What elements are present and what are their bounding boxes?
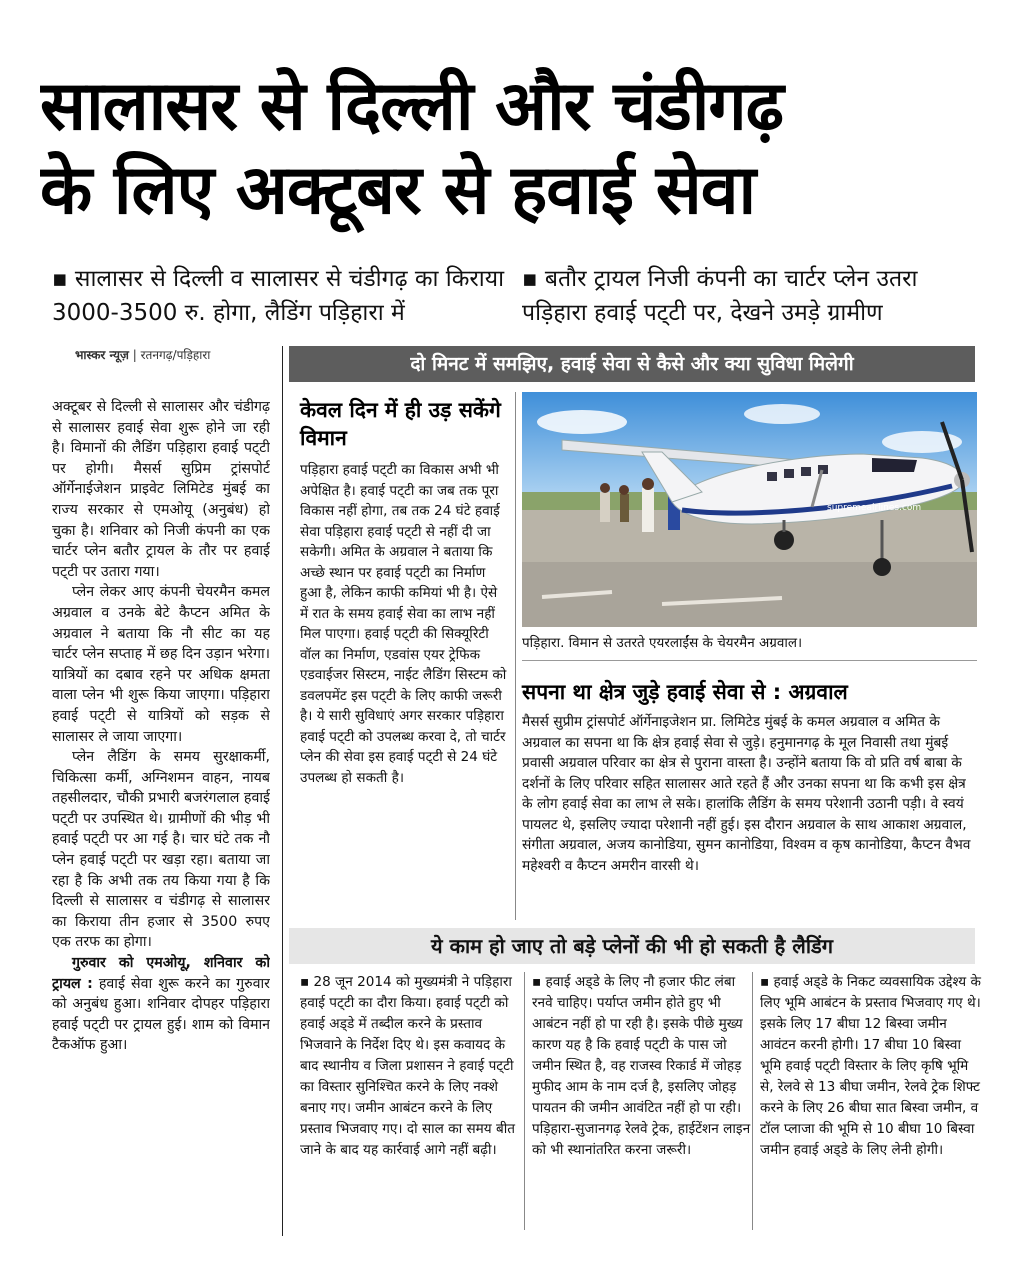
subhead-mou: गुरुवार को एमओयू, शनिवार को ट्रायल : xyxy=(52,955,270,992)
headline-line-2: के लिए अक्टूबर से हवाई सेवा xyxy=(40,151,756,230)
dream-body: मैसर्स सुप्रीम ट्रांसपोर्ट ऑर्गेनाइजेशन प्रा. लिमिटेड मुंबई के कमल अग्रवाल व अमित के अग्रवाल का सपना था कि क्षेत्र हवाई सेवा से जुड़े। हनुमानगढ़ के मूल निवासी तथा मुंबई प्रवासी अग्रवाल परिवार का क्षेत्र से पुराना वास्ता है। उन्होंने बताया कि वो प्रति वर्ष बाबा के दर्शनों के लिए परिवार सहित सालासर आते रहते हैं और उनका सपना था कि कभी इस क्षेत्र के लोग हवाई सेवा का लाभ ले सके। हालांकि लैडिंग के समय परेशानी उठानी पड़ी। वे स्वयं पायलट थे, इसलिए ज्यादा परेशानी नहीं हुई। इस दौरान अग्रवाल के साथ आकाश अग्रवाल, संगीता अग्रवाल, अजय कानोडिया, सुमन कानोडिया, विश्वम व कृष कानोडिया, कैप्टन वैभव महेश्वरी व कैप्टन अमरीन वारसी थे। xyxy=(522,714,971,874)
column-divider xyxy=(515,392,516,920)
bottom-column-2: ▪ हवाई अड्‌डे के लिए नौ हजार फीट लंबा रनवे चाहिए। पर्याप्त जमीन होते हुए भी आबंटन नहीं हो पा रही है। इसके पीछे मुख्य कारण यह है कि हवाई पट्‌टी के पास जो जमीन स्थित है, वह राजस्व रिकार्ड में जोहड़ मुफीद आम के नाम दर्ज है, इसलिए जोहड़ पायतन की जमीन आवंटित नहीं हो पा रही। पड़िहारा-सुजानगढ़ रेलवे ट्रेक, हाईटेंशन लाइन को भी स्थानांतरित करना जरूरी। xyxy=(532,974,751,1158)
main-story-paragraph: प्लेन लैडिंग के समय सुरक्षाकर्मी, चिकित्सा कर्मी, अग्निशमन वाहन, नायब तहसीलदार, चौकी प्रभारी बजरंगलाल हवाई पट्‌टी पर उपस्थित थे। ग्रामीणों की भीड़ भी हवाई पट्‌टी पर आ गई है। चार घंटे तक नौ प्लेन हवाई पट्‌टी पर खड़ा रहा। बताया जा रहा है कि अभी तक तय किया गया है कि दिल्ली से सालासर व चंडीगढ़ से सालासर का किराया तीन हजार से 3500 रुपए एक तरफ का होगा। xyxy=(52,749,270,951)
column-divider xyxy=(282,346,283,1236)
plane-livery-text: supremeairlines.com xyxy=(827,503,922,513)
main-story-paragraph xyxy=(52,953,270,1056)
dateline-place: | रतनगढ़/पड़िहारा xyxy=(132,348,211,362)
bottom-column-3: ▪ हवाई अड्‌डे के निकट व्यवसायिक उद्देश्य के लिए भूमि आबंटन के प्रस्ताव भिजवाए गए थे। इसके लिए 17 बीघा 12 बिस्वा जमीन आवंटन करनी होगी। 17 बीघा 10 बिस्वा भूमि हवाई पट्‌टी विस्तार के लिए कृषि भूमि से, रेलवे से 13 बीघा जमीन, रेलवे ट्रेक शिफ्ट करने के लिए 26 बीघा सात बिस्वा जमीन, व टॉल प्लाजा की भूमि से 10 बीघा 10 बिस्वा जमीन हवाई अड्‌डे के लिए लेनी होगी। xyxy=(760,974,981,1158)
headline-line-1: सालासर से दिल्ली और चंडीगढ़ xyxy=(40,67,783,146)
day-only-heading: केवल दिन में ही उड़ सकेंगे विमान xyxy=(300,398,501,450)
column-divider xyxy=(752,972,753,1230)
main-story xyxy=(52,397,270,1237)
explainer-band: दो मिनट में समझिए, हवाई सेवा से कैसे और क्या सुविधा मिलेगी xyxy=(289,346,975,382)
main-story-paragraph: प्लेन लेकर आए कंपनी चेयरमैन कमल अग्रवाल व उनके बेटे कैप्टन अमित के अग्रवाल ने बताया कि नौ सीट का यह चार्टर प्लेन सप्ताह में छह दिन उड़ान भरेगा। यात्रियों का दबाव रहने पर अधिक क्षमता वाला प्लेन भी शुरू किया जाएगा। पड़िहारा हवाई पट्‌टी से यात्रियों को सड़क से सालासर ले जाया जाएगा। xyxy=(52,584,270,745)
bottom-column-1: ▪ 28 जून 2014 को मुख्यमंत्री ने पड़िहारा हवाई पट्‌टी का दौरा किया। हवाई पट्‌टी को हवाई अड्‌डे में तब्दील करने के प्रस्ताव भिजवाने के निर्देश दिए थे। इस कवायद के बाद स्थानीय व जिला प्रशासन ने हवाई पट्‌टी का विस्तार सुनिश्चित करने के लिए नक्शे बनाए गए। जमीन आबंटन करने के लिए प्रस्ताव भिजवाए गए। दो साल का समय बीत जाने के बाद यह कार्रवाई आगे नहीं बढ़ी। xyxy=(300,974,516,1158)
column-divider xyxy=(524,972,525,1230)
airplane-photo xyxy=(522,392,977,627)
section-divider xyxy=(522,660,977,661)
main-story-text: हवाई सेवा शुरू करने का गुरुवार को अनुबंध हुआ। शनिवार दोपहर पड़िहारा हवाई पट्‌टी पर ट्रायल हुई। शाम को विमान टैकऑफ हुआ। xyxy=(52,975,270,1054)
deck-right: ▪ बतौर ट्रायल निजी कंपनी का चार्टर प्लेन उतरा पड़िहारा हवाई पट्‌टी पर, देखने उमड़े ग्रामीण xyxy=(522,266,918,326)
dateline-agency: भास्कर न्यूज़ xyxy=(75,348,129,362)
dateline xyxy=(75,346,210,363)
dream-heading: सपना था क्षेत्र जुड़े हवाई सेवा से : अग्रवाल xyxy=(522,680,848,704)
deck-left: ▪ सालासर से दिल्ली व सालासर से चंडीगढ़ का किराया 3000-3500 रु. होगा, लैडिंग पड़िहारा में xyxy=(52,266,505,326)
photo-caption: पड़िहारा. विमान से उतरते एयरलाईंस के चेयरमैन अग्रवाल। xyxy=(522,635,803,651)
big-planes-band: ये काम हो जाए तो बड़े प्लेनों की भी हो सकती है लैडिंग xyxy=(289,928,975,964)
day-only-body: पड़िहारा हवाई पट्‌टी का विकास अभी भी अपेक्षित है। हवाई पट्‌टी का जब तक पूरा विकास नहीं होगा, तब तक 24 घंटे हवाई सेवा पड़िहारा हवाई पट्‌टी से नहीं दी जा सकेगी। अमित के अग्रवाल ने बताया कि अच्छे स्थान पर हवाई पट्‌टी का निर्माण हुआ है, लेकिन काफी कमियां भी है। ऐसे में रात के समय हवाई सेवा का लाभ नहीं मिल पाएगा। हवाई पट्‌टी की सिक्यूरिटी वॉल का निर्माण, एडवांस एयर ट्रेफिक एडवाईजर सिस्टम, नाईट लैडिंग सिस्टम को डवलपमेंट इस पट्‌टी के लिए काफी जरूरी है। ये सारी सुविधाएं अगर सरकार पड़िहारा हवाई पट्‌टी को उपलब्ध करवा दे, तो चार्टर प्लेन की सेवा इस हवाई पट्‌टी से 24 घंटे उपलब्ध हो सकती है। xyxy=(300,462,507,786)
main-story-paragraph: अक्टूबर से दिल्ली से सालासर और चंडीगढ़ से सालासर हवाई सेवा शुरू होने जा रही है। विमानों की लैडिंग पड़िहारा हवाई पट्‌टी पर होगी। मैसर्स सुप्रिम ट्रांसपोर्ट ऑर्गेनाईजेशन प्राइवेट लिमिटेड मुंबई का राज्य सरकार से एमओयू (अनुबंध) हो चुका है। शनिवार को निजी कंपनी का एक चार्टर प्लेन बतौर ट्रायल के तौर पर हवाई पट्‌टी पर उतारा गया। xyxy=(52,399,270,580)
airplane-image xyxy=(522,392,977,627)
